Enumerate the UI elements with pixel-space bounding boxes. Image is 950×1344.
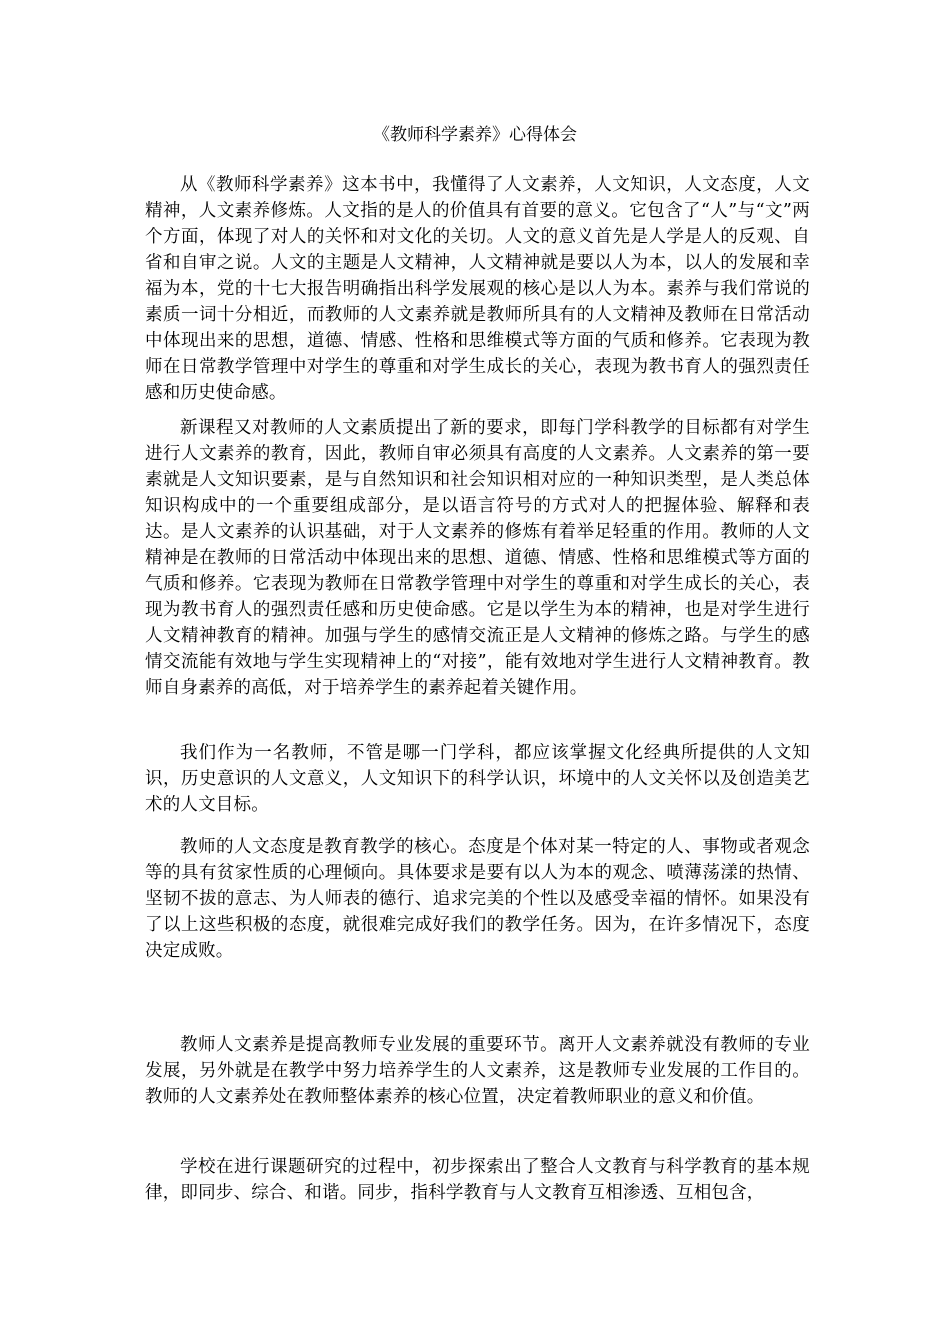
paragraph-school-research: 学校在进行课题研究的过程中，初步探索出了整合人文教育与科学教育的基本规律，即同步、综合、和谐。同步，指科学教育与人文教育互相渗透、互相包含， [145,1157,810,1203]
paragraph-professional-development: 教师人文素养是提高教师专业发展的重要环节。离开人文素养就没有教师的专业发展，另外就是在教学中努力培养学生的人文素养，这是教师专业发展的工作目的。教师的人文素养处在教师整体素养的核心位置，决定着教师职业的意义和价值。 [145,1035,810,1107]
paragraph-humanistic-literacy-intro: 从《教师科学素养》这本书中，我懂得了人文素养，人文知识，人文态度，人文精神，人文素养修炼。人文指的是人的价值具有首要的意义。它包含了“人”与“文”两个方面，体现了对人的关怀和对文化的关切。人文的意义首先是人学是人的反观、自省和自审之说。人文的主题是人文精神，人文精神就是要以人为本，以人的发展和幸福为本，党的十七大报告明确指出科学发展观的核心是以人为本。素养与我们常说的素质一词十分相近，而教师的人文素养就是教师所具有的人文精神及教师在日常活动中体现出来的思想，道德、情感、性格和思维模式等方面的气质和修养。它表现为教师在日常教学管理中对学生的尊重和对学生成长的关心，表现为教书育人的强烈责任感和历史使命感。 [145,175,810,403]
document-title: 《教师科学素养》心得体会 [373,125,577,145]
paragraph-teacher-knowledge: 我们作为一名教师，不管是哪一门学科，都应该掌握文化经典所提供的人文知识，历史意识的人文意义，人文知识下的科学认识，坏境中的人文关怀以及创造美艺术的人文目标。 [145,743,810,815]
paragraph-teacher-attitude: 教师的人文态度是教育教学的核心。态度是个体对某一特定的人、事物或者观念等的具有贫家性质的心理倾向。具体要求是要有以人为本的观念、喷薄荡漾的热情、坚韧不拔的意志、为人师表的德行、追求完美的个性以及感受幸福的情怀。如果没有了以上这些积极的态度，就很难完成好我们的教学任务。因为，在许多情况下，态度决定成败。 [145,837,810,961]
paragraph-new-curriculum-requirements: 新课程又对教师的人文素质提出了新的要求，即每门学科教学的目标都有对学生进行人文素养的教育，因此，教师自审必须具有高度的人文素养。人文素养的第一要素就是人文知识要素，是与自然知识和社会知识相对应的一种知识类型，是人类总体知识构成中的一个重要组成部分，是以语言符号的方式对人的把握体验、解释和表达。是人文素养的认识基础，对于人文素养的修炼有着举足轻重的作用。教师的人文精神是在教师的日常活动中体现出来的思想、道德、情感、性格和思维模式等方面的气质和修养。它表现为教师在日常教学管理中对学生的尊重和对学生成长的关心，表现为教书育人的强烈责任感和历史使命感。它是以学生为本的精神，也是对学生进行人文精神教育的精神。加强与学生的感情交流正是人文精神的修炼之路。与学生的感情交流能有效地与学生实现精神上的“对接”，能有效地对学生进行人文精神教育。教师自身素养的高低，对于培养学生的素养起着关键作用。 [145,418,810,698]
